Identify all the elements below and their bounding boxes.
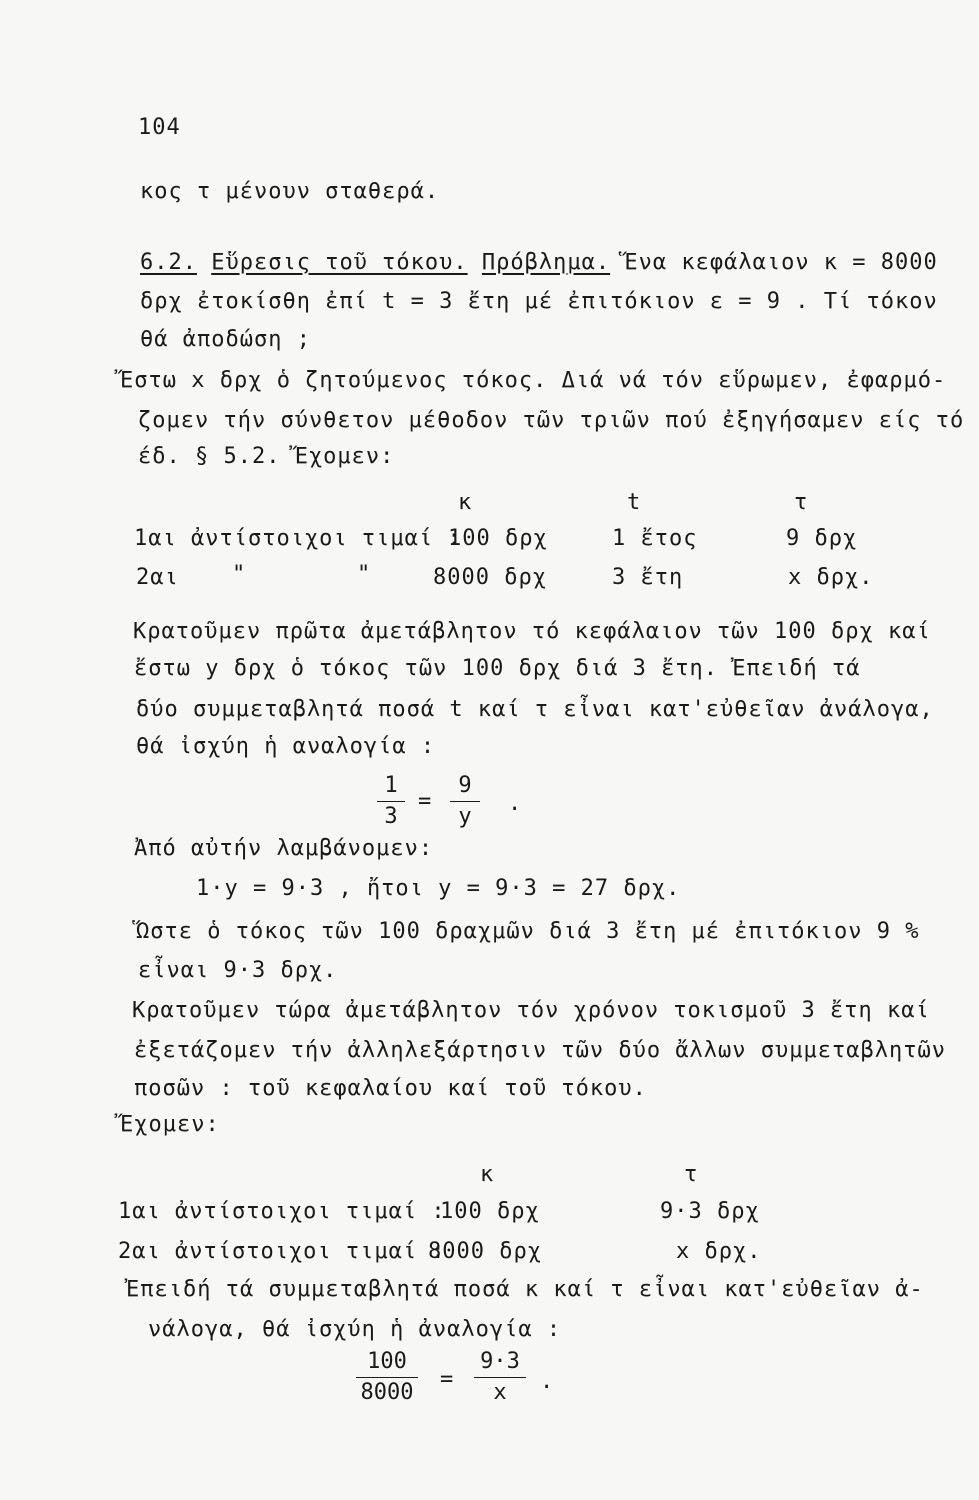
text-line: εἶναι 9·3 δρχ. xyxy=(138,958,338,983)
text-line: Ἐπειδή τά συμμεταβλητά ποσά κ καί τ εἶναι κατ'εὐθεῖαν ἀ- xyxy=(126,1277,924,1302)
period: . xyxy=(508,791,523,816)
equation-line: 1·y = 9·3 , ἤτοι y = 9·3 = 27 δρχ. xyxy=(196,876,681,901)
text-line: έδ. § 5.2. Ἔχομεν: xyxy=(138,444,395,469)
problem-label: Πρόβλημα. xyxy=(481,250,611,275)
table-row-label: 2αι xyxy=(136,565,179,590)
fraction-right xyxy=(450,773,480,830)
text-line: κος τ μένουν σταθερά. xyxy=(140,179,440,204)
ditto-mark: " xyxy=(232,562,247,587)
ditto-mark: " xyxy=(357,562,372,587)
fraction-left xyxy=(377,773,405,830)
fraction-left xyxy=(356,1349,418,1406)
fraction-bar xyxy=(356,1377,418,1378)
numerator: 100 xyxy=(367,1349,407,1374)
fraction-right xyxy=(474,1349,526,1406)
text-line: Ἀπό αὐτήν λαμβάνομεν: xyxy=(134,836,434,861)
table-row-label: 1αι ἀντίστοιχοι τιμαί : xyxy=(118,1199,446,1224)
page-number: 104 xyxy=(138,115,181,140)
fraction-bar xyxy=(474,1377,526,1378)
fraction-bar xyxy=(377,801,405,802)
table-header-tau: τ xyxy=(684,1162,699,1187)
text-line: θά ἰσχύη ἡ αναλογία : xyxy=(136,734,436,759)
equals-sign: = xyxy=(440,1367,455,1392)
numerator: 9·3 xyxy=(480,1349,520,1374)
table-cell: 8000 δρχ xyxy=(433,565,547,590)
table-header-t: t xyxy=(627,490,642,515)
denominator: y xyxy=(458,804,472,829)
equals-sign: = xyxy=(418,789,433,814)
denominator: 8000 xyxy=(360,1380,414,1405)
period: . xyxy=(540,1369,555,1394)
table-cell: 1 ἔτος xyxy=(612,526,698,551)
table-cell: 9 δρχ xyxy=(786,526,858,551)
text-line: δύο συμμεταβλητά ποσά t καί τ εἶναι κατ'εὐθεῖαν ἀνάλογα, xyxy=(136,697,934,722)
table-cell: 100 δρχ xyxy=(448,526,548,551)
table-cell: 3 ἔτη xyxy=(612,565,684,590)
section-heading-line xyxy=(140,248,938,278)
text-line: Ἔχομεν: xyxy=(120,1112,220,1137)
fraction-bar xyxy=(450,801,480,802)
text-line: ἔστω y δρχ ὁ τόκος τῶν 100 δρχ διά 3 ἔτη. Ἐπειδή τά xyxy=(134,656,861,681)
denominator: 3 xyxy=(384,804,398,829)
numerator: 9 xyxy=(458,773,472,798)
section-number: 6.2. xyxy=(140,250,197,275)
text-line: δρχ ἐτοκίσθη ἐπί t = 3 ἔτη μέ ἐπιτόκιον ε = 9 . Τί τόκον xyxy=(140,289,938,314)
numerator: 1 xyxy=(384,773,398,798)
denominator: x xyxy=(493,1380,507,1405)
text-line: Ἔστω x δρχ ὁ ζητούμενος τόκος. Διά νά τόν εὕρωμεν, ἐφαρμό- xyxy=(120,368,947,393)
table-row-label: 1αι ἀντίστοιχοι τιμαί : xyxy=(134,526,462,551)
table-header-k: κ xyxy=(480,1162,495,1187)
text-line: ζομεν τήν σύνθετον μέθοδον τῶν τριῶν πού ἐξηγήσαμεν είς τό xyxy=(138,408,965,433)
table-header-k: κ xyxy=(458,490,473,515)
table-cell: x δρχ. xyxy=(788,565,874,590)
table-row-label: 2αι ἀντίστοιχοι τιμαί : xyxy=(118,1239,446,1264)
table-cell: 8000 δρχ xyxy=(428,1239,542,1264)
table-cell: 100 δρχ xyxy=(440,1199,540,1224)
text-line: θά ἀποδώση ; xyxy=(140,327,311,352)
section-title: Εὕρεσις τοῦ τόκου. xyxy=(211,250,468,275)
text-line: νάλογα, θά ἰσχύη ἡ ἀναλογία : xyxy=(148,1317,562,1342)
text-line: Κρατοῦμεν πρῶτα ἀμετάβλητον τό κεφάλαιον τῶν 100 δρχ καί xyxy=(133,619,931,644)
text-line: Κρατοῦμεν τώρα ἀμετάβλητον τόν χρόνον τοκισμοῦ 3 ἔτη καί xyxy=(132,998,930,1023)
text-line: ποσῶν : τοῦ κεφαλαίου καί τοῦ τόκου. xyxy=(134,1076,647,1101)
text-fragment: Ἕνα κεφάλαιον κ = 8000 xyxy=(624,250,938,275)
table-cell: x δρχ. xyxy=(676,1239,762,1264)
text-line: ἐξετάζομεν τήν ἀλληλεξάρτησιν τῶν δύο ἄλλων συμμεταβλητῶν xyxy=(134,1038,946,1063)
text-line: Ὥστε ὁ τόκος τῶν 100 δραχμῶν διά 3 ἔτη μέ ἐπιτόκιον 9 % xyxy=(136,919,920,944)
table-cell: 9·3 δρχ xyxy=(660,1199,760,1224)
table-header-tau: τ xyxy=(794,490,809,515)
